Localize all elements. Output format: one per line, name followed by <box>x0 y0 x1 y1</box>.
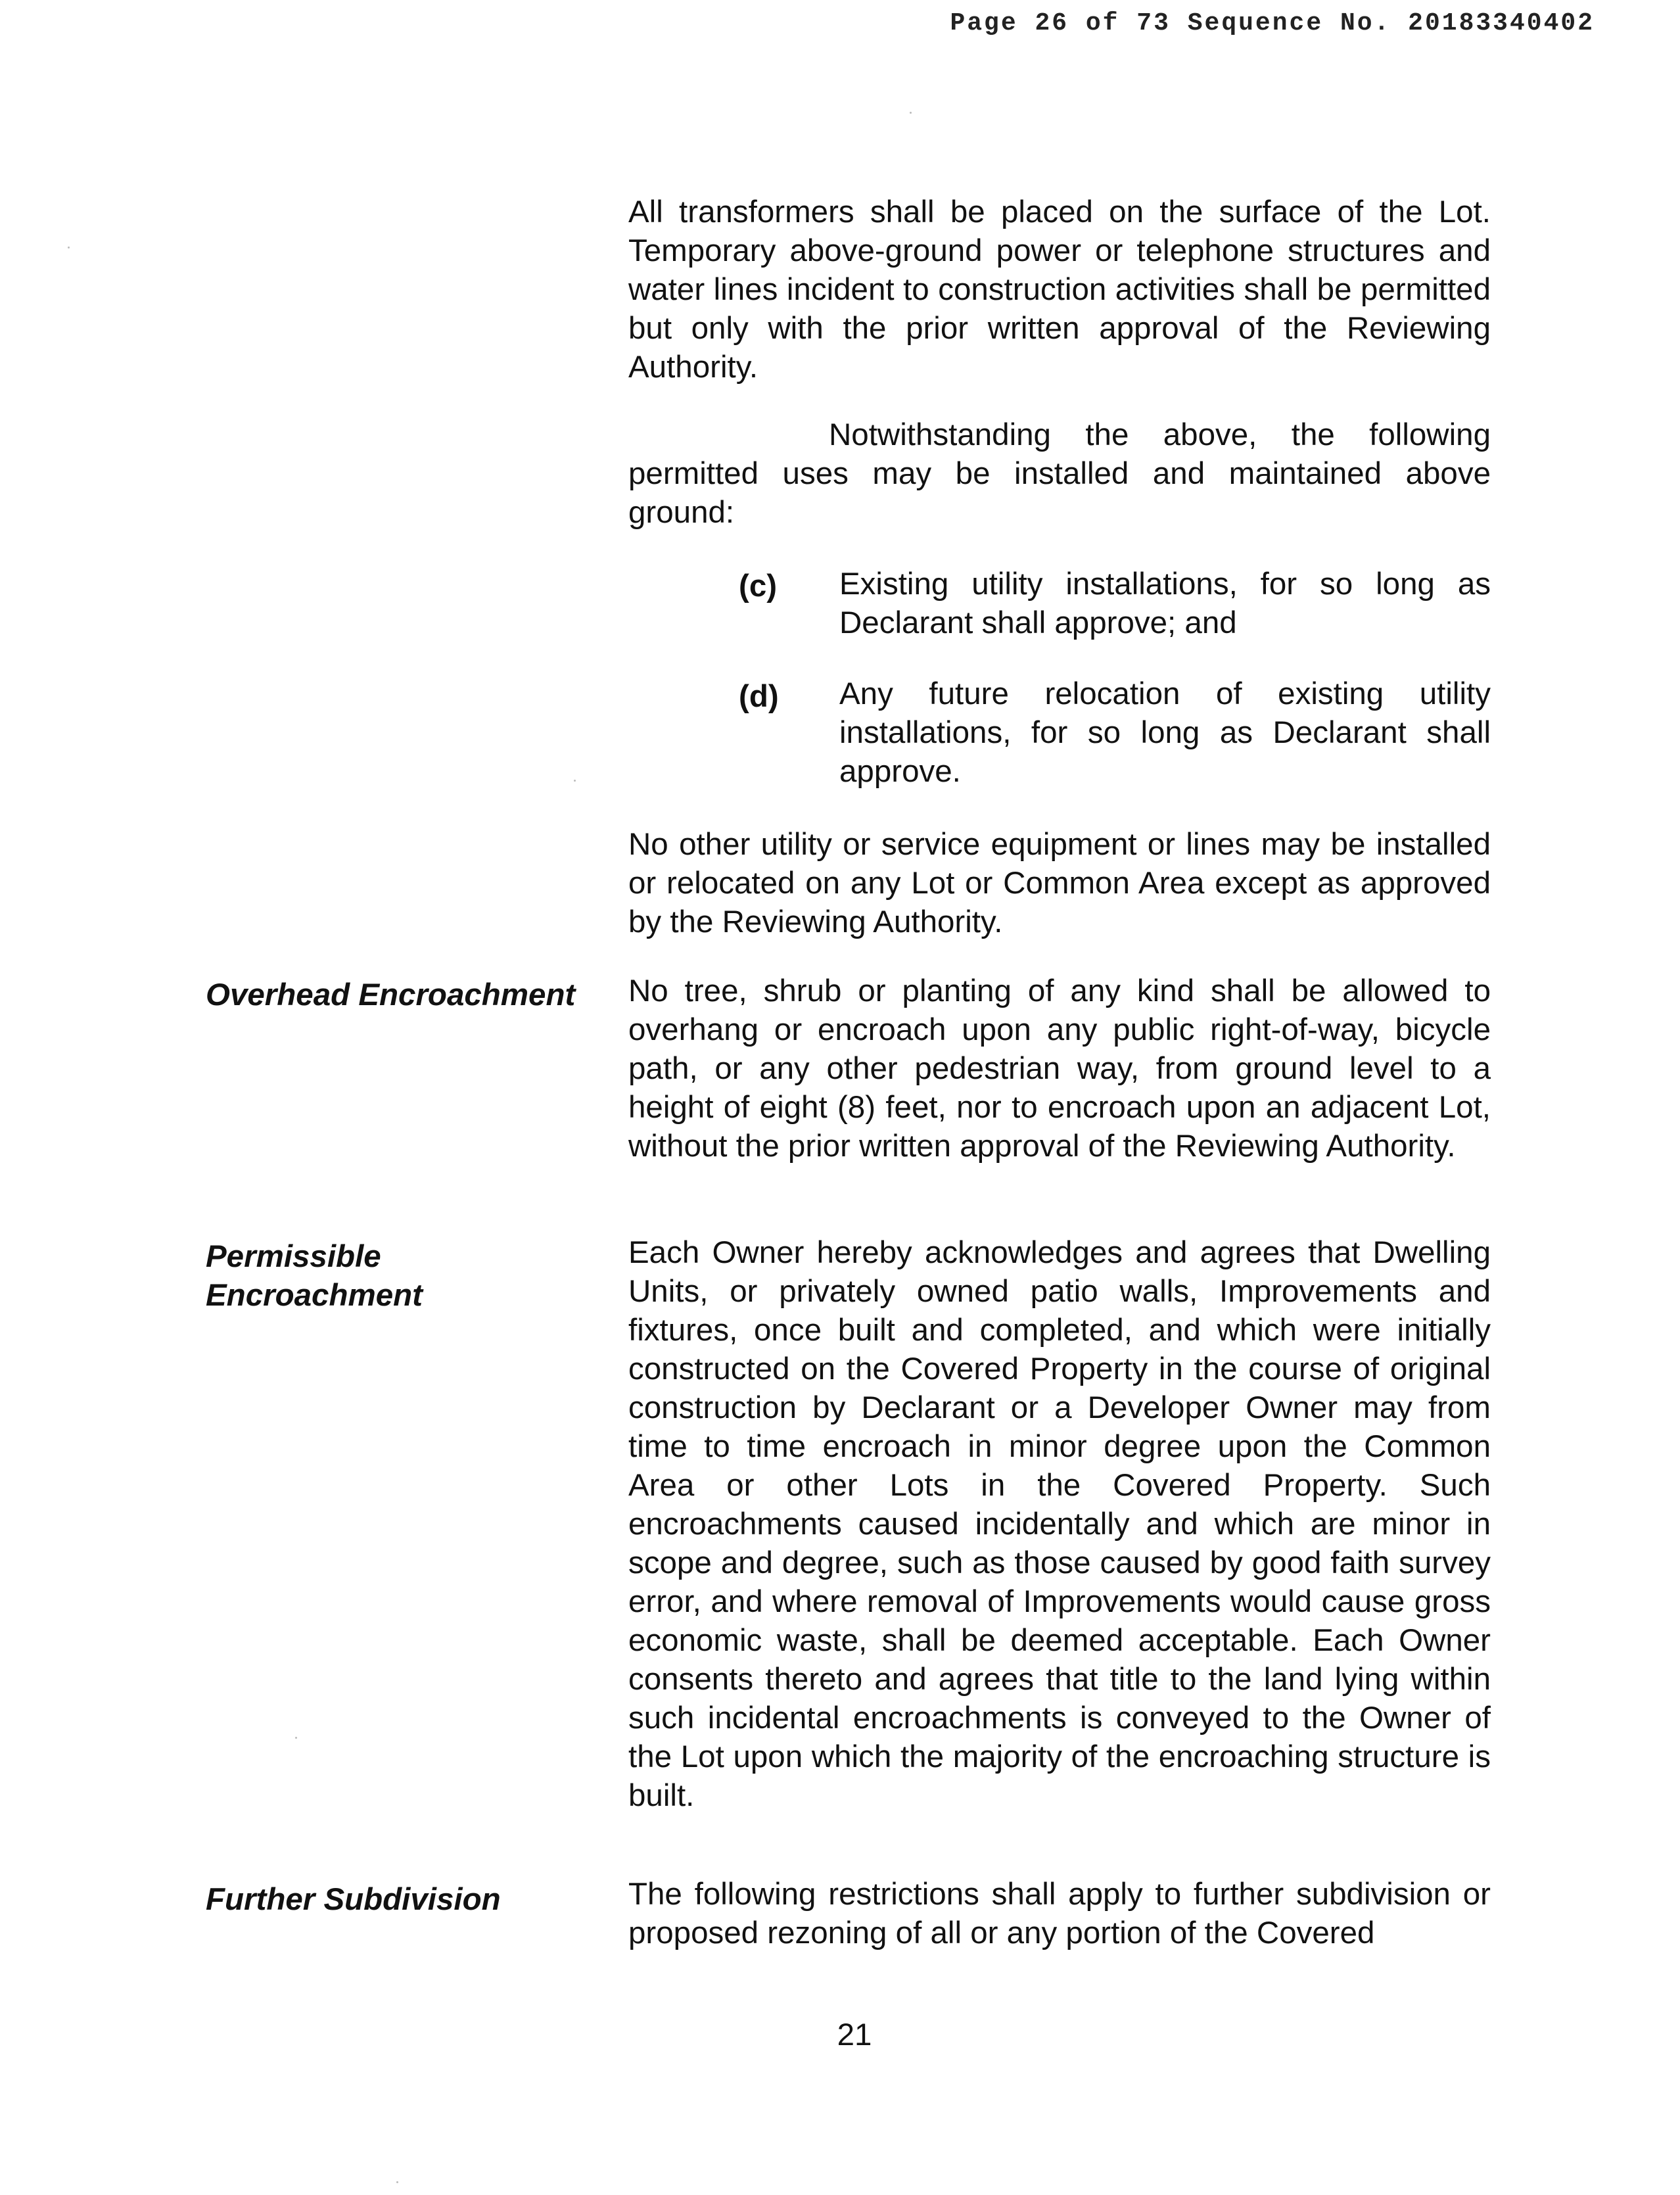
scan-speck <box>68 247 70 248</box>
page-number: 21 <box>837 2018 872 2052</box>
intro-paragraph: All transformers shall be placed on the surface of the Lot. Temporary above-ground power or telephone structures and water lines incident to construction activities shall be permitted but only with the prior written approval of the Reviewing Authority. <box>628 195 1491 385</box>
notwithstanding-paragraph: Notwithstanding the above, the following permitted uses may be installed and maintained above ground: <box>628 417 1491 530</box>
permissible-encroachment-text: Each Owner hereby acknowledges and agrees that Dwelling Units, or privately owned patio walls, Improvements and fixtures, once built and completed, and which were initially constructed on the Covered Property in the course of original construction by Declarant or a Developer Owner may from time to time encroach in minor degree upon the Common Area or other Lots in the Covered Property. Such encroachments caused incidentally and which are minor in scope and degree, such as those caused by good faith survey error, and where removal of Improvements would cause gross economic waste, shall be deemed acceptable. Each Owner consents thereto and agrees that title to the land lying within such incidental encroachments is conveyed to the Owner of the Lot upon which the majority of the encroaching structure is built. <box>628 1235 1491 1813</box>
overhead-encroachment-text: No tree, shrub or planting of any kind shall be allowed to overhang or encroach upon any public right-of-way, bicycle path, or any other pedestrian way, from ground level to a height of eight (8) feet, nor to encroach upon an adjacent Lot, without the prior written approval of the Reviewing Authority. <box>628 974 1491 1164</box>
no-other-paragraph: No other utility or service equipment or lines may be installed or relocated on any Lot or Common Area except as approved by the Reviewing Authority. <box>628 827 1491 939</box>
scan-speck <box>574 780 576 782</box>
list-item-text-c: Existing utility installations, for so long as Declarant shall approve; and <box>839 567 1491 640</box>
further-subdivision-text: The following restrictions shall apply to further subdivision or proposed rezoning of all or any portion of the Covered <box>628 1877 1491 1950</box>
heading-permissible-encroachment: Permissible Encroachment <box>206 1239 423 1313</box>
list-item-marker-c: (c) <box>739 569 778 603</box>
list-item-marker-d: (d) <box>739 679 779 714</box>
heading-further-subdivision: Further Subdivision <box>206 1882 501 1917</box>
heading-overhead-encroachment: Overhead Encroachment <box>206 978 576 1012</box>
scan-speck <box>910 112 912 114</box>
scan-speck <box>396 2181 398 2183</box>
page-sequence-header: Page 26 of 73 Sequence No. 20183340402 <box>950 9 1595 37</box>
scan-speck <box>295 1737 297 1739</box>
list-item-text-d: Any future relocation of existing utility installations, for so long as Declarant shall approve. <box>839 676 1491 789</box>
